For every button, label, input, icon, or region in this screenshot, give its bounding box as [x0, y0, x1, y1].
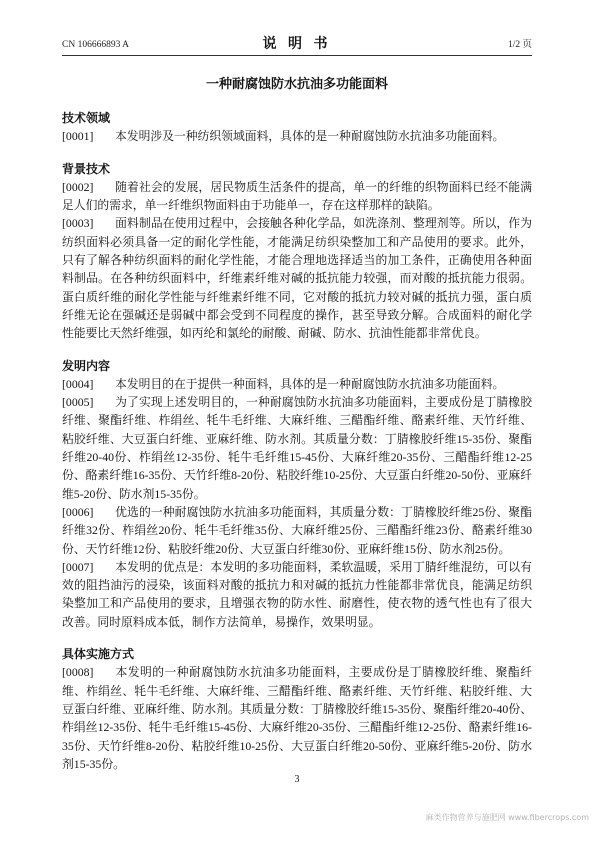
- paragraph-0008: [62, 663, 532, 773]
- paragraph-0005: [62, 393, 532, 503]
- paragraph-0007: [62, 558, 532, 631]
- paragraph-number: [0006]: [62, 504, 94, 519]
- document-type-heading: 说 明 书: [262, 37, 332, 52]
- paragraph-0003: [62, 214, 532, 342]
- paragraph-0004: [62, 375, 532, 393]
- paragraph-0001: [62, 127, 532, 145]
- section-heading: 发明内容: [62, 358, 111, 373]
- watermark: [426, 812, 589, 823]
- paragraph-number: [0004]: [62, 376, 94, 391]
- page-number: 3: [294, 774, 300, 785]
- section-detailed-description: [62, 645, 532, 773]
- paragraph-number: [0002]: [62, 179, 94, 194]
- page-indicator: 1/2 页: [507, 40, 532, 50]
- paragraph-number: [0001]: [62, 129, 94, 144]
- document-title: 一种耐腐蚀防水抗油多功能面料: [205, 76, 388, 91]
- section-heading: 具体实施方式: [62, 647, 135, 662]
- section-background-art: [62, 160, 532, 343]
- paragraph-text: 随着社会的发展，居民物质生活条件的提高，单一的纤维的织物面料已经不能满足人们的需求，单一纤维织物面料由于功能单一，存在这样那样的缺陷。: [62, 179, 532, 213]
- paragraph-text: 面料制品在使用过程中，会接触各种化学品，如洗涤剂、整理剂等。所以，作为纺织面料必须具备一定的耐化学性能，才能满足纺织染整加工和产品使用的要求。此外，只有了解各种纺织面料的耐化学性能，才能合理地选择适当的加工条件，正确使用各种面料制品。在各种纺织面料中，纤维素纤维对碱的抵抗能力较强，而对酸的抵抗能力很弱。蛋白质纤维的耐化学性能与纤维素纤维不同，它对酸的抵抗力较对碱的抵抗力强，蛋白质纤维无论在强碱还是弱碱中都会受到不同程度的操作，甚至导致分解。合成面料的耐化学性能要比天然纤维强，如丙纶和氯纶的耐酸、耐碱、防水、抗油性能都非常优良。: [62, 216, 532, 341]
- section-technical-field: [62, 109, 532, 146]
- paragraph-text: 本发明涉及一种纺织领域面料，具体的是一种耐腐蚀防水抗油多功能面料。: [115, 129, 505, 144]
- paragraph-number: [0003]: [62, 216, 94, 231]
- section-heading: 背景技术: [62, 161, 111, 176]
- paragraph-number: [0007]: [62, 559, 94, 574]
- paragraph-number: [0008]: [62, 665, 94, 680]
- section-summary-of-invention: [62, 357, 532, 631]
- paragraph-0006: [62, 503, 532, 558]
- watermark-site-url: www.fibercrops.com: [508, 813, 589, 822]
- paragraph-text: 本发明的优点是：本发明的多功能面料，柔软温暖，采用丁腈纤维混纺，可以有效的阻挡油污的浸染，该面料对酸的抵抗力和对碱的抵抗力性能都非常优良，能满足纺织染整加工和产品使用的要求，且增强衣物的防水性、耐磨性，使衣物的透气性也有了很大改善。同时原料成本低，制作方法简单，易操作，效果明显。: [62, 559, 532, 629]
- header-divider: [62, 55, 532, 56]
- page-header: [62, 37, 532, 53]
- document-body: [62, 109, 532, 773]
- watermark-site-name: 麻类作物营养与施肥网: [425, 813, 506, 822]
- section-heading: 技术领域: [62, 111, 111, 125]
- paragraph-text: 优选的一种耐腐蚀防水抗油多功能面料，其质量分数：丁腈橡胶纤维25份、聚酯纤维32份、柞绢丝20份、牦牛毛纤维35份、大麻纤维25份、三醋酯纤维23份、酪素纤维30份、天竹纤维12份、粘胶纤维20份、大豆蛋白纤维30份、亚麻纤维15份、防水剂25份。: [62, 504, 532, 556]
- paragraph-text: 本发明目的在于提供一种面料，具体的是一种耐腐蚀防水抗油多功能面料。: [115, 376, 505, 391]
- paragraph-number: [0005]: [62, 395, 94, 410]
- publication-number: CN 106666893 A: [62, 40, 130, 50]
- paragraph-text: 本发明的一种耐腐蚀防水抗油多功能面料，主要成份是丁腈橡胶纤维、聚酯纤维、柞绢丝、牦牛毛纤维、大麻纤维、三醋酯纤维、酪素纤维、天竹纤维、粘胶纤维、大豆蛋白纤维、亚麻纤维、防水剂。其质量分数：丁腈橡胶纤维15-35份、聚酯纤维20-40份、柞绢丝12-35份、牦牛毛纤维15-45份、大麻纤维20-35份、三醋酯纤维12-25份、酪素纤维16-35份、天竹纤维8-20份、粘胶纤维10-25份、大豆蛋白纤维20-50份、亚麻纤维5-20份、防水剂15-35份。: [62, 665, 532, 771]
- paragraph-0002: [62, 178, 532, 215]
- paragraph-text: 为了实现上述发明目的，一种耐腐蚀防水抗油多功能面料，主要成份是丁腈橡胶纤维、聚酯纤维、柞绢丝、牦牛毛纤维、大麻纤维、三醋酯纤维、酪素纤维、天竹纤维、粘胶纤维、大豆蛋白纤维、亚麻纤维、防水剂。其质量分数：丁腈橡胶纤维15-35份、聚酯纤维20-40份、柞绢丝12-35份、牦牛毛纤维15-45份、大麻纤维20-35份、三醋酯纤维12-25份、酪素纤维16-35份、天竹纤维8-20份、粘胶纤维10-25份、大豆蛋白纤维20-50份、亚麻纤维5-20份、防水剂15-35份。: [62, 395, 532, 501]
